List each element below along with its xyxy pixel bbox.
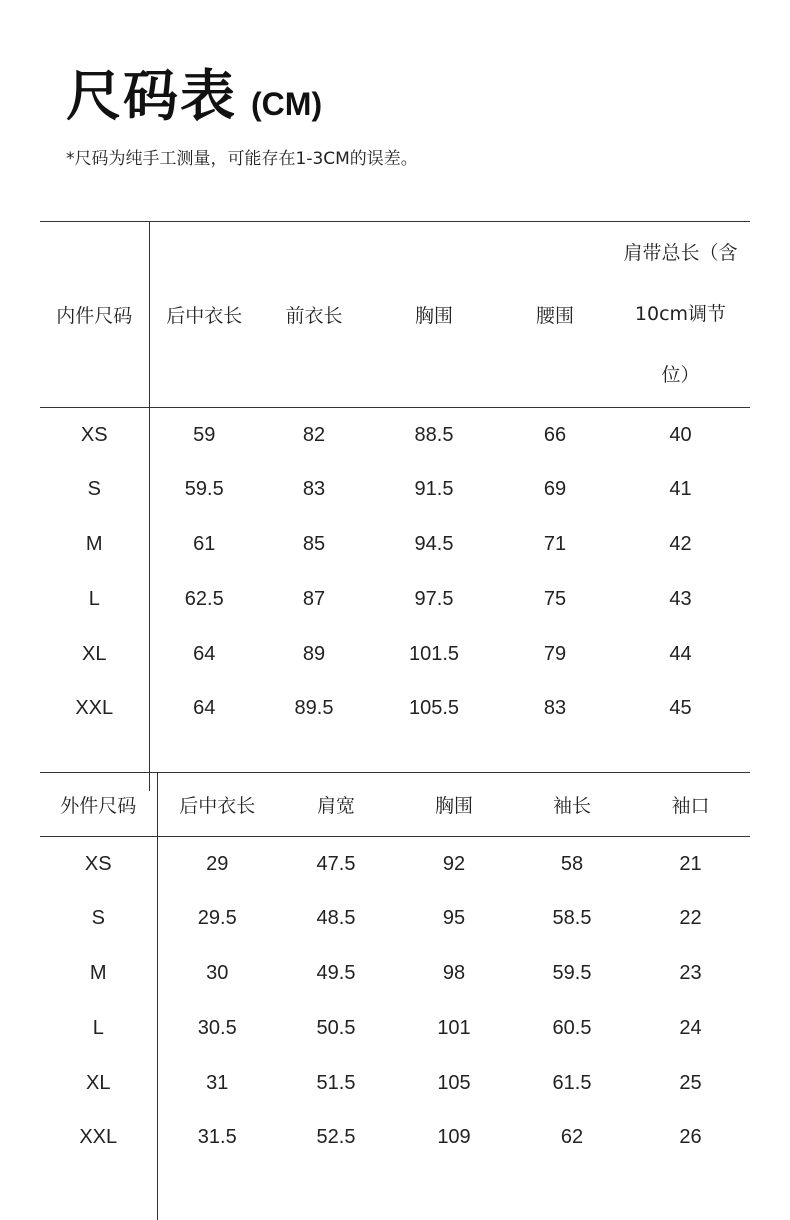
size-label-cell: M [40, 517, 149, 572]
measurement-cell: 41 [669, 478, 692, 501]
measurement-cell: 109 [437, 1126, 471, 1149]
measurement-cell: 25 [679, 1071, 702, 1094]
measurement-cell: 105 [437, 1071, 471, 1094]
size-label-cell: S [40, 891, 157, 946]
measurement-cell: 51.5 [316, 1071, 356, 1094]
padding-cell [631, 1165, 750, 1220]
measurement-cell: 45 [669, 697, 692, 720]
size-label-cell: XL [40, 1056, 157, 1111]
header-size: 内件尺码 [40, 222, 149, 408]
header-front-length: 前衣长 [285, 305, 343, 327]
measurement-cell: 40 [669, 423, 692, 446]
measurement-cell: 62 [560, 1126, 584, 1149]
table-row [40, 627, 750, 682]
header-back-length: 后中衣长 [166, 305, 243, 327]
measurement-cell: 85 [302, 532, 326, 555]
measurement-cell: 79 [543, 642, 567, 665]
measurement-cell: 30.5 [197, 1016, 237, 1039]
inner-size-table [40, 221, 750, 791]
table-row [40, 891, 750, 946]
measurement-cell: 83 [302, 478, 326, 501]
table-row [40, 681, 750, 736]
title-unit: (CM) [251, 86, 323, 122]
padding-cell [513, 1165, 631, 1220]
header-strap-length [611, 222, 750, 408]
measurement-cell: 44 [669, 642, 692, 665]
padding-cell [277, 1165, 395, 1220]
size-label-cell: XXL [40, 681, 149, 736]
measurement-cell: 101.5 [408, 642, 460, 665]
measurement-cell: 59.5 [552, 961, 592, 984]
measurement-cell: 82 [302, 423, 326, 446]
measurement-cell: 43 [669, 587, 692, 610]
header-strap-line: 10cm调节 [634, 303, 727, 325]
size-label-cell: L [40, 1001, 157, 1056]
measurement-cell: 95 [442, 907, 466, 930]
header-sleeve-length: 袖长 [552, 795, 591, 817]
measurement-cell: 91.5 [414, 478, 454, 501]
measurement-cell: 92 [442, 852, 466, 875]
measurement-cell: 87 [302, 587, 326, 610]
measurement-cell: 22 [679, 907, 702, 930]
measurement-cell: 71 [543, 532, 567, 555]
padding-cell [395, 1165, 513, 1220]
table-header-row [40, 222, 750, 408]
measurement-cell: 83 [543, 697, 567, 720]
measurement-cell: 64 [193, 642, 216, 665]
measurement-cell: 23 [679, 961, 702, 984]
measurement-cell: 52.5 [316, 1126, 356, 1149]
measurement-cell: 59 [193, 423, 216, 446]
header-shoulder-width: 肩宽 [316, 795, 355, 817]
measurement-cell: 97.5 [414, 587, 454, 610]
header-chest: 胸围 [434, 795, 473, 817]
table-row [40, 1110, 750, 1165]
size-label-cell: M [40, 946, 157, 1001]
size-label-cell: XXL [40, 1110, 157, 1165]
measurement-cell: 62.5 [184, 587, 224, 610]
header-strap-line: 肩带总长（含 [623, 242, 738, 264]
table-row [40, 572, 750, 627]
measurement-cell: 49.5 [316, 961, 356, 984]
header-waist: 腰围 [535, 305, 574, 327]
measurement-cell: 61.5 [552, 1071, 592, 1094]
measurement-cell: 75 [543, 587, 567, 610]
measurement-cell: 94.5 [414, 532, 454, 555]
measurement-cell: 89.5 [294, 697, 334, 720]
measurement-cell: 58.5 [552, 907, 592, 930]
measurement-cell: 31.5 [197, 1126, 237, 1149]
measurement-cell: 50.5 [316, 1016, 356, 1039]
header-strap-line: 位） [661, 364, 700, 386]
header-back-length: 后中衣长 [179, 795, 256, 817]
measurement-cell: 48.5 [316, 907, 356, 930]
measurement-cell: 42 [669, 532, 692, 555]
padding-cell [157, 1165, 277, 1220]
size-label-cell: L [40, 572, 149, 627]
measurement-cell: 59.5 [184, 478, 224, 501]
measurement-cell: 105.5 [408, 697, 460, 720]
title-main: 尺码表 [66, 64, 238, 128]
size-label-cell: XS [40, 837, 157, 892]
measurement-note: *尺码为纯手工测量，可能存在1-3CM的误差。 [66, 149, 418, 169]
header-chest: 胸围 [414, 305, 453, 327]
measurement-cell: 30 [206, 961, 229, 984]
padding-cell [40, 1165, 157, 1220]
measurement-cell: 98 [442, 961, 466, 984]
size-label-cell: XS [40, 408, 149, 463]
measurement-cell: 88.5 [414, 423, 454, 446]
measurement-cell: 26 [679, 1126, 702, 1149]
measurement-cell: 47.5 [316, 852, 356, 875]
table-end-padding [40, 1165, 750, 1220]
measurement-cell: 29 [206, 852, 229, 875]
measurement-cell: 29.5 [197, 907, 237, 930]
size-label-cell: XL [40, 627, 149, 682]
table-row [40, 1056, 750, 1111]
size-label-cell: S [40, 462, 149, 517]
table-row [40, 408, 750, 463]
table-row [40, 1001, 750, 1056]
measurement-cell: 58 [560, 852, 584, 875]
measurement-cell: 101 [437, 1016, 471, 1039]
table-row [40, 946, 750, 1001]
measurement-cell: 64 [193, 697, 216, 720]
page-title [66, 52, 322, 132]
measurement-cell: 69 [543, 478, 567, 501]
table-row [40, 462, 750, 517]
outer-size-table [40, 772, 750, 1220]
measurement-cell: 24 [679, 1016, 702, 1039]
table-row [40, 517, 750, 572]
measurement-cell: 60.5 [552, 1016, 592, 1039]
table-row [40, 837, 750, 892]
header-size: 外件尺码 [40, 773, 157, 837]
measurement-cell: 66 [543, 423, 567, 446]
measurement-cell: 31 [206, 1071, 229, 1094]
header-cuff: 袖口 [671, 795, 710, 817]
measurement-cell: 89 [302, 642, 326, 665]
measurement-cell: 61 [193, 532, 216, 555]
table-header-row [40, 773, 750, 837]
measurement-cell: 21 [679, 852, 702, 875]
